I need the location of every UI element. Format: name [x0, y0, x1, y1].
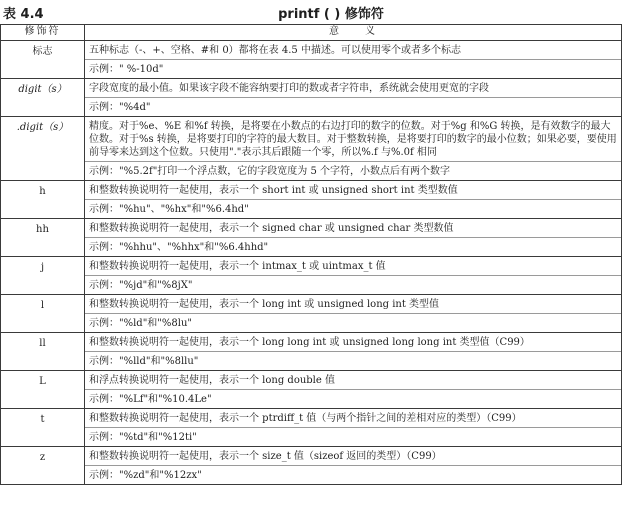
- meaning-cell: [85, 295, 622, 333]
- modifier-text: digit（s）: [18, 84, 67, 95]
- table-caption: [0, 0, 632, 24]
- example: 示例："%ld"和"%8lu": [89, 318, 193, 329]
- description: 和整数转换说明符一起使用，表示一个 short int 或 unsigned short int 类型数值: [85, 181, 621, 200]
- description: 和整数转换说明符一起使用，表示一个 long int 或 unsigned long int 类型值: [85, 295, 621, 314]
- table-row: [1, 79, 622, 117]
- table-row: [1, 117, 622, 181]
- table-row: [1, 257, 622, 295]
- meaning-cell: [85, 181, 622, 219]
- table-row: [1, 409, 622, 447]
- description: 和整数转换说明符一起使用，表示一个 signed char 或 unsigned char 类型数值: [85, 219, 621, 238]
- meaning-cell: [85, 333, 622, 371]
- modifier-cell: ll: [1, 333, 85, 371]
- table-row: [1, 219, 622, 257]
- table-row: [1, 447, 622, 485]
- description: 五种标志（-、+、空格、#和 0）都将在表 4.5 中描述。可以使用零个或者多个标志: [85, 41, 621, 60]
- table-title: printf ( ) 修饰符: [278, 7, 384, 22]
- table-row: [1, 333, 622, 371]
- meaning-cell: [85, 371, 622, 409]
- meaning-cell: [85, 409, 622, 447]
- header-meaning: 意 义: [85, 25, 622, 41]
- description: 和整数转换说明符一起使用，表示一个 size_t 值（sizeof 返回的类型）（C99）: [85, 447, 621, 466]
- modifier-cell: [1, 117, 85, 181]
- table-row: [1, 181, 622, 219]
- meaning-cell: [85, 257, 622, 295]
- description: 和整数转换说明符一起使用，表示一个 intmax_t 或 uintmax_t 值: [85, 257, 621, 276]
- example: 示例："%5.2f"打印一个浮点数，它的字段宽度为 5 个字符，小数点后有两个数字: [89, 166, 451, 177]
- example: 示例："%zd"和"%12zx": [89, 470, 202, 481]
- example: 示例："%hu"、"%hx"和"%6.4hd": [89, 204, 249, 215]
- meaning-cell: [85, 79, 622, 117]
- modifier-cell: L: [1, 371, 85, 409]
- description: 和整数转换说明符一起使用，表示一个 ptrdiff_t 值（与两个指针之间的差相对应的类型）（C99）: [85, 409, 621, 428]
- modifier-cell: l: [1, 295, 85, 333]
- modifier-cell: z: [1, 447, 85, 485]
- table-row: [1, 41, 622, 79]
- modifier-cell: 标志: [1, 41, 85, 79]
- meaning-cell: [85, 41, 622, 79]
- header-modifier: 修饰符: [1, 25, 85, 41]
- example: 示例："%hhu"、"%hhx"和"%6.4hhd": [89, 242, 269, 253]
- example: 示例："%4d": [89, 102, 151, 113]
- meaning-cell: [85, 117, 622, 181]
- modifier-cell: [1, 79, 85, 117]
- printf-modifiers-table: [0, 24, 622, 485]
- table-row: [1, 295, 622, 333]
- modifier-text: .digit（s）: [16, 122, 69, 133]
- description: 字段宽度的最小值。如果该字段不能容纳要打印的数或者字符串，系统就会使用更宽的字段: [85, 79, 621, 98]
- description: 和整数转换说明符一起使用，表示一个 long long int 或 unsigned long long int 类型值（C99）: [85, 333, 621, 352]
- example: 示例："%jd"和"%8jX": [89, 280, 193, 291]
- modifier-cell: hh: [1, 219, 85, 257]
- description: 精度。对于%e、%E 和%f 转换，是将要在小数点的右边打印的数字的位数。对于%g 和%G 转换，是有效数字的最大位数。对于%s 转换，是将要打印的字符的最大数目。对于整数转换，是将要打印的数字的最小位数；如果必要，要使用前导零来达到这个位数。只使用"."表示其后跟随一个零，所以%.f 与%.0f 相同: [85, 117, 621, 162]
- modifier-cell: j: [1, 257, 85, 295]
- example: 示例："%td"和"%12ti": [89, 432, 197, 443]
- table-row: [1, 371, 622, 409]
- modifier-cell: t: [1, 409, 85, 447]
- meaning-cell: [85, 447, 622, 485]
- meaning-cell: [85, 219, 622, 257]
- table-number: 表 4.4: [3, 7, 44, 22]
- description: 和浮点转换说明符一起使用，表示一个 long double 值: [85, 371, 621, 390]
- example: 示例："%lld"和"%8llu": [89, 356, 199, 367]
- example: 示例："%Lf"和"%10.4Le": [89, 394, 212, 405]
- modifier-cell: h: [1, 181, 85, 219]
- example: 示例：" %-10d": [89, 64, 164, 75]
- table-header-row: [1, 25, 622, 41]
